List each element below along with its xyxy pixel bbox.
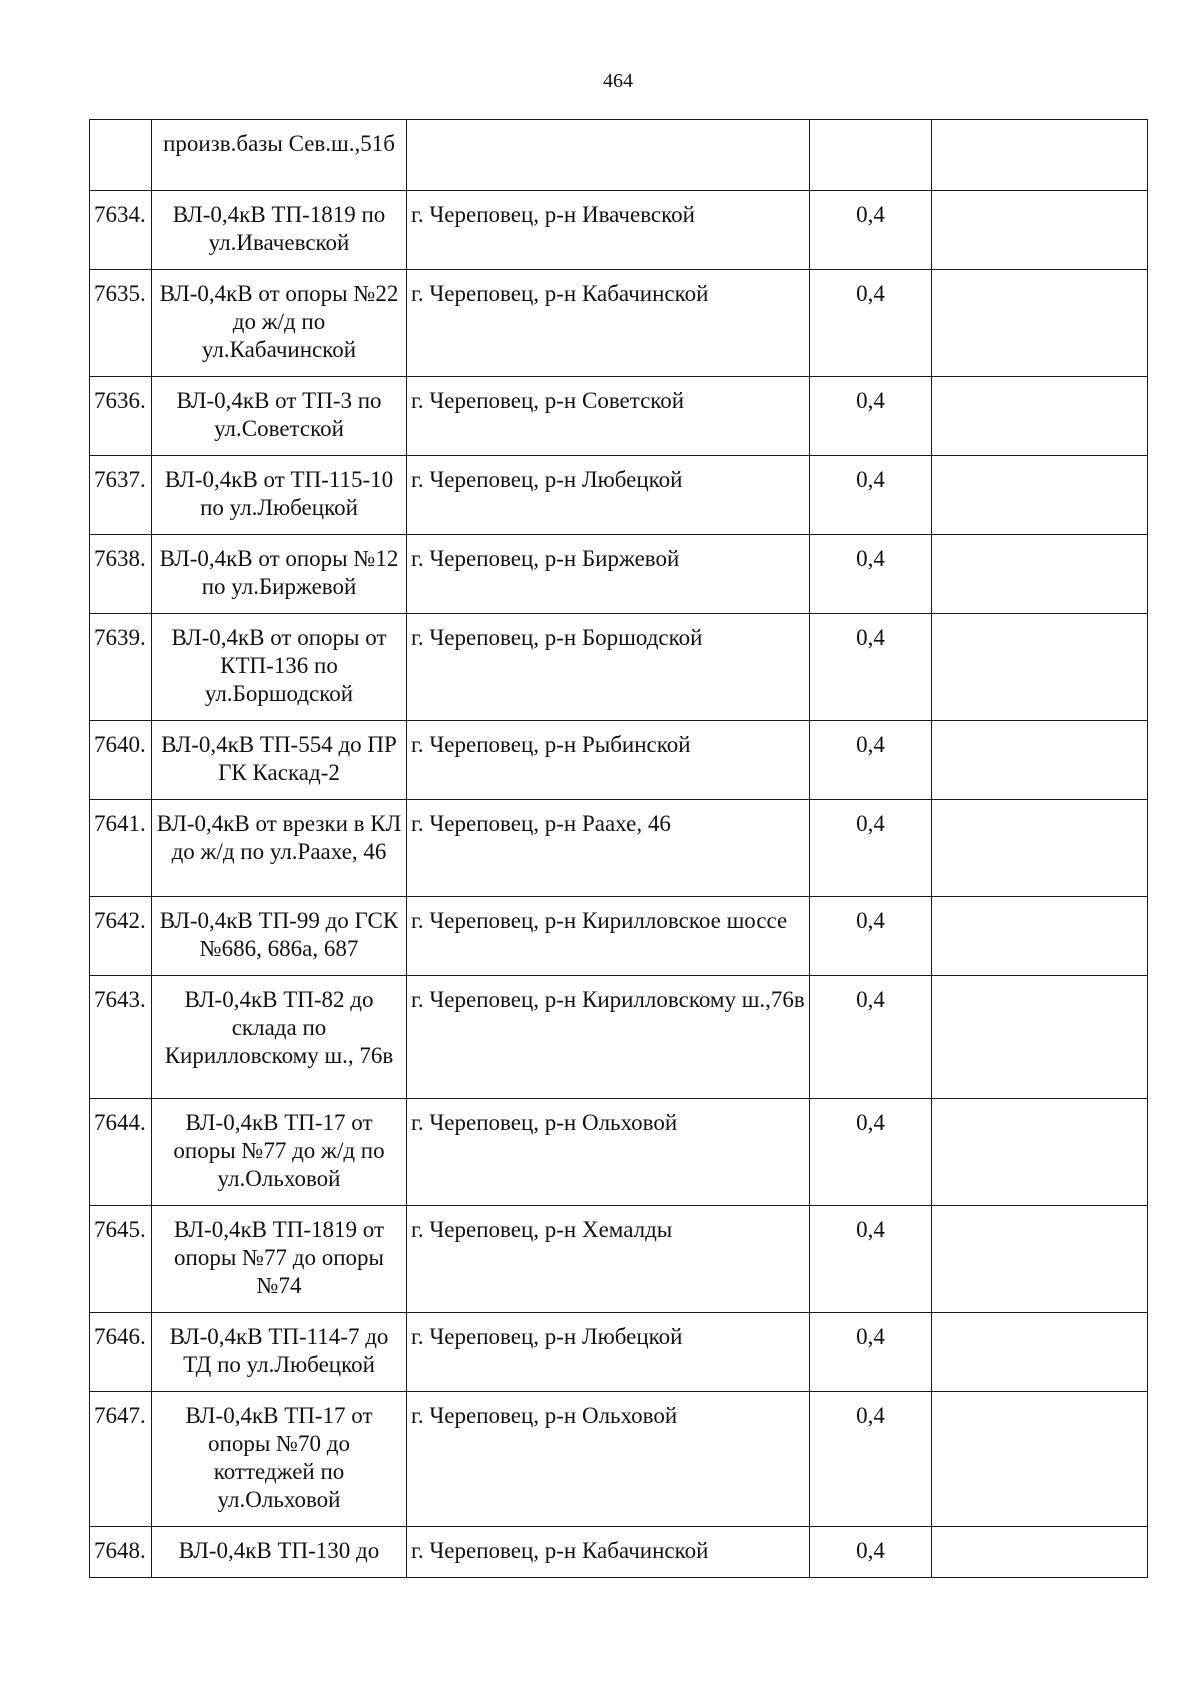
row-number: 7641. [90, 800, 152, 897]
voltage-value: 0,4 [810, 976, 932, 1099]
note-cell [932, 191, 1148, 270]
object-name: ВЛ-0,4кВ ТП-82 до склада по Кирилловскому ш., 76в [152, 976, 407, 1099]
object-address: г. Череповец, р-н Боршодской [407, 614, 810, 721]
object-name: ВЛ-0,4кВ ТП-17 от опоры №77 до ж/д по ул.Ольховой [152, 1099, 407, 1206]
voltage-value: 0,4 [810, 1313, 932, 1392]
row-number: 7636. [90, 377, 152, 456]
object-name: произв.базы Сев.ш.,51б [152, 120, 407, 191]
object-name: ВЛ-0,4кВ ТП-1819 от опоры №77 до опоры №74 [152, 1206, 407, 1313]
objects-table [89, 119, 1148, 1578]
voltage-value: 0,4 [810, 897, 932, 976]
object-name: ВЛ-0,4кВ ТП-114-7 до ТД по ул.Любецкой [152, 1313, 407, 1392]
row-number: 7643. [90, 976, 152, 1099]
object-name: ВЛ-0,4кВ ТП-17 от опоры №70 до коттеджей по ул.Ольховой [152, 1392, 407, 1527]
object-name: ВЛ-0,4кВ от врезки в КЛ до ж/д по ул.Раахе, 46 [152, 800, 407, 897]
table-row [90, 721, 1148, 800]
note-cell [932, 1392, 1148, 1527]
voltage-value: 0,4 [810, 191, 932, 270]
object-address: г. Череповец, р-н Рыбинской [407, 721, 810, 800]
table-row [90, 976, 1148, 1099]
table-row [90, 800, 1148, 897]
table-row [90, 1392, 1148, 1527]
table-row [90, 614, 1148, 721]
voltage-value: 0,4 [810, 377, 932, 456]
object-address: г. Череповец, р-н Кабачинской [407, 1527, 810, 1578]
row-number: 7637. [90, 456, 152, 535]
table-row [90, 191, 1148, 270]
object-name: ВЛ-0,4кВ от ТП-115-10 по ул.Любецкой [152, 456, 407, 535]
object-address: г. Череповец, р-н Хемалды [407, 1206, 810, 1313]
object-name: ВЛ-0,4кВ от опоры от КТП-136 по ул.Боршодской [152, 614, 407, 721]
note-cell [932, 1527, 1148, 1578]
voltage-value: 0,4 [810, 456, 932, 535]
row-number: 7640. [90, 721, 152, 800]
note-cell [932, 800, 1148, 897]
object-name: ВЛ-0,4кВ от опоры №12 по ул.Биржевой [152, 535, 407, 614]
table-row [90, 120, 1148, 191]
object-address: г. Череповец, р-н Советской [407, 377, 810, 456]
voltage-value: 0,4 [810, 1099, 932, 1206]
object-address: г. Череповец, р-н Ольховой [407, 1392, 810, 1527]
object-address: г. Череповец, р-н Любецкой [407, 456, 810, 535]
table-row [90, 1206, 1148, 1313]
note-cell [932, 270, 1148, 377]
row-number: 7648. [90, 1527, 152, 1578]
object-address: г. Череповец, р-н Раахе, 46 [407, 800, 810, 897]
row-number: 7647. [90, 1392, 152, 1527]
note-cell [932, 721, 1148, 800]
note-cell [932, 535, 1148, 614]
table-row [90, 1313, 1148, 1392]
table-row [90, 897, 1148, 976]
row-number: 7642. [90, 897, 152, 976]
row-number: 7634. [90, 191, 152, 270]
voltage-value: 0,4 [810, 270, 932, 377]
object-address [407, 120, 810, 191]
row-number [90, 120, 152, 191]
table-row [90, 377, 1148, 456]
table-body [90, 120, 1148, 1578]
row-number: 7644. [90, 1099, 152, 1206]
row-number: 7646. [90, 1313, 152, 1392]
object-name: ВЛ-0,4кВ ТП-1819 по ул.Ивачевской [152, 191, 407, 270]
note-cell [932, 1313, 1148, 1392]
note-cell [932, 976, 1148, 1099]
object-address: г. Череповец, р-н Кирилловское шоссе [407, 897, 810, 976]
row-number: 7638. [90, 535, 152, 614]
note-cell [932, 456, 1148, 535]
note-cell [932, 614, 1148, 721]
table-row [90, 456, 1148, 535]
object-name: ВЛ-0,4кВ ТП-99 до ГСК №686, 686а, 687 [152, 897, 407, 976]
note-cell [932, 897, 1148, 976]
note-cell [932, 1099, 1148, 1206]
voltage-value: 0,4 [810, 800, 932, 897]
table-row [90, 1099, 1148, 1206]
object-name: ВЛ-0,4кВ ТП-130 до [152, 1527, 407, 1578]
row-number: 7635. [90, 270, 152, 377]
note-cell [932, 1206, 1148, 1313]
table-row [90, 535, 1148, 614]
object-address: г. Череповец, р-н Кирилловскому ш.,76в [407, 976, 810, 1099]
table-row [90, 1527, 1148, 1578]
row-number: 7639. [90, 614, 152, 721]
voltage-value: 0,4 [810, 535, 932, 614]
page-number: 464 [603, 70, 633, 92]
object-address: г. Череповец, р-н Ивачевской [407, 191, 810, 270]
object-name: ВЛ-0,4кВ от ТП-3 по ул.Советской [152, 377, 407, 456]
voltage-value [810, 120, 932, 191]
table-row [90, 270, 1148, 377]
object-address: г. Череповец, р-н Любецкой [407, 1313, 810, 1392]
object-address: г. Череповец, р-н Биржевой [407, 535, 810, 614]
object-name: ВЛ-0,4кВ ТП-554 до ПР ГК Каскад-2 [152, 721, 407, 800]
object-name: ВЛ-0,4кВ от опоры №22 до ж/д по ул.Кабачинской [152, 270, 407, 377]
object-address: г. Череповец, р-н Ольховой [407, 1099, 810, 1206]
voltage-value: 0,4 [810, 1527, 932, 1578]
voltage-value: 0,4 [810, 721, 932, 800]
row-number: 7645. [90, 1206, 152, 1313]
object-address: г. Череповец, р-н Кабачинской [407, 270, 810, 377]
voltage-value: 0,4 [810, 1206, 932, 1313]
voltage-value: 0,4 [810, 1392, 932, 1527]
note-cell [932, 120, 1148, 191]
note-cell [932, 377, 1148, 456]
voltage-value: 0,4 [810, 614, 932, 721]
